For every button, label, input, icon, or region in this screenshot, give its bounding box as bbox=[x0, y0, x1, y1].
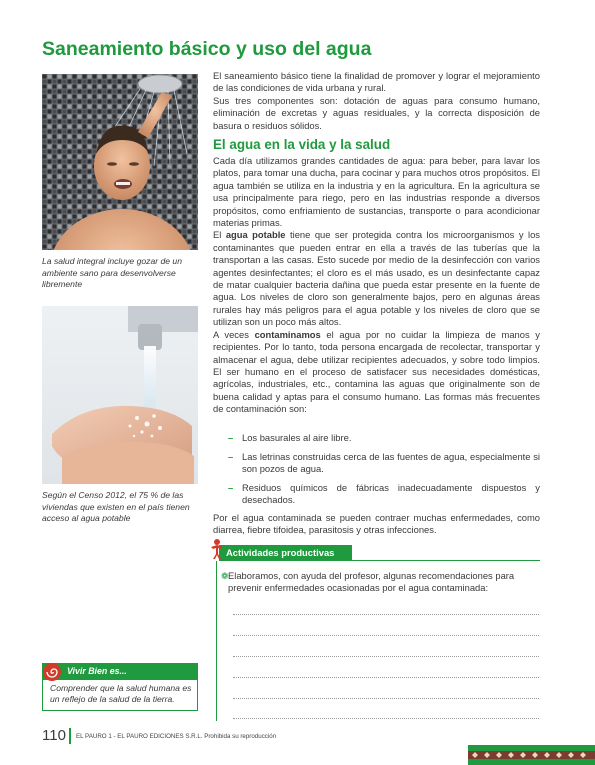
decorative-band bbox=[468, 745, 595, 765]
activities-rule bbox=[216, 561, 217, 721]
shower-photo bbox=[42, 74, 198, 250]
paragraph-potable-water: El agua potable tiene que ser protegida contra los microorganismos y los contaminantes que pueden entrar en ella a través de las tuberías que la transportan a las casas. Esto sucede por medio de la desinfección con varios agentes desinfectantes; el cloro es el más usado, es un desinfectante capaz de matar cualquier bacteria dañina que pueda estar presente en la fuente de agua. Los niveles de cloro son generalmente bajos, pero en algunas áreas rurales hay más peligros para el agua potable y los niveles de cloro que se utilizan son un poco más altos. bbox=[213, 229, 540, 328]
page-number: 110 bbox=[42, 727, 66, 744]
section-title: El agua en la vida y la salud bbox=[213, 137, 391, 152]
activities-divider bbox=[219, 560, 540, 561]
activities-header bbox=[213, 543, 540, 561]
list-item: – Residuos químicos de fábricas inadecuadamente dispuestos y desechados. bbox=[228, 482, 540, 506]
footer-divider bbox=[69, 728, 71, 744]
bold-potable-water: agua potable bbox=[225, 229, 286, 241]
shower-caption: La salud integral incluye gozar de un ambiente sano para desenvolverse libremente bbox=[42, 256, 182, 289]
answer-line[interactable] bbox=[233, 634, 539, 636]
vivir-bien-title: Vivir Bien es... bbox=[67, 666, 127, 676]
list-item: – Los basurales al aire libre. bbox=[228, 432, 352, 443]
answer-line[interactable] bbox=[233, 717, 539, 719]
hands-caption: Según el Censo 2012, el 75 % de las viviendas que existen en el país tienen acceso al agua potable bbox=[42, 490, 190, 523]
activity-instruction: Elaboramos, con ayuda del profesor, algunas recomendaciones para prevenir enfermedades ocasionadas por el agua contaminada: bbox=[228, 570, 515, 594]
footer-copyright: EL PAURO 1 - EL PAURO EDICIONES S.R.L. Prohibida su reproducción bbox=[76, 733, 277, 740]
intro-text bbox=[213, 70, 540, 132]
spiral-icon bbox=[41, 661, 63, 683]
closing-text bbox=[213, 512, 540, 537]
answer-line[interactable] bbox=[233, 697, 539, 699]
hands-water-photo bbox=[42, 306, 198, 484]
body-text bbox=[213, 155, 540, 416]
page-title: Saneamiento básico y uso del agua bbox=[42, 38, 372, 60]
vivir-bien-text: Comprender que la salud humana es un reflejo de la salud de la tierra. bbox=[50, 683, 192, 704]
answer-line[interactable] bbox=[233, 655, 539, 657]
vivir-bien-box bbox=[42, 663, 198, 711]
bold-contaminate: contaminamos bbox=[254, 328, 321, 340]
paragraph-diseases: Por el agua contaminada se pueden contraer muchas enfermedades, como diarrea, fiebre tifoidea, parasitosis y otras infecciones. bbox=[213, 512, 540, 536]
list-item: – Las letrinas construidas cerca de las fuentes de agua, especialmente si son pozos de agua. bbox=[228, 451, 540, 475]
answer-line[interactable] bbox=[233, 676, 539, 678]
intro-paragraph-1: El saneamiento básico tiene la finalidad de promover y lograr el mejoramiento de las condiciones de vida urbana y rural. bbox=[213, 70, 540, 94]
intro-paragraph-2: Sus tres componentes son: dotación de aguas para consumo humano, eliminación de excretas y aguas residuales, y la correcta disposición de basura o residuos sólidos. bbox=[213, 94, 540, 131]
paragraph-contamination: A veces contaminamos el agua por no cuidar la limpieza de manos y recipientes. Por lo tanto, toda persona encargada de recolectar, transportar y almacenar el agua, debe utilizar recipientes adecuados, y sobre todo limpios. El ser humano en el proceso de satisfacer sus necesidades domésticas, agrícolas, industriales, etc., contamina las aguas que originalmente son de buena calidad y aptas para el consumo humano. Las formas más frecuentes de contaminación son: bbox=[213, 328, 540, 415]
person-icon bbox=[209, 538, 225, 560]
paragraph-water-uses: Cada día utilizamos grandes cantidades de agua: para beber, para lavar los platos, para tomar una ducha, para cocinar y para muchos otros propósitos. El agua también se utiliza en la industria y en la agricultura. En la agricultura se usa principalmente para riego, pero en las industrias responde a diversos propósitos, como enfriamiento de sustancias, transporte o para acondicionar materias primas. bbox=[213, 155, 540, 229]
answer-line[interactable] bbox=[233, 613, 539, 615]
flower-bullet-icon: ❁ bbox=[221, 571, 229, 581]
activities-title: Actividades productivas bbox=[219, 545, 352, 561]
